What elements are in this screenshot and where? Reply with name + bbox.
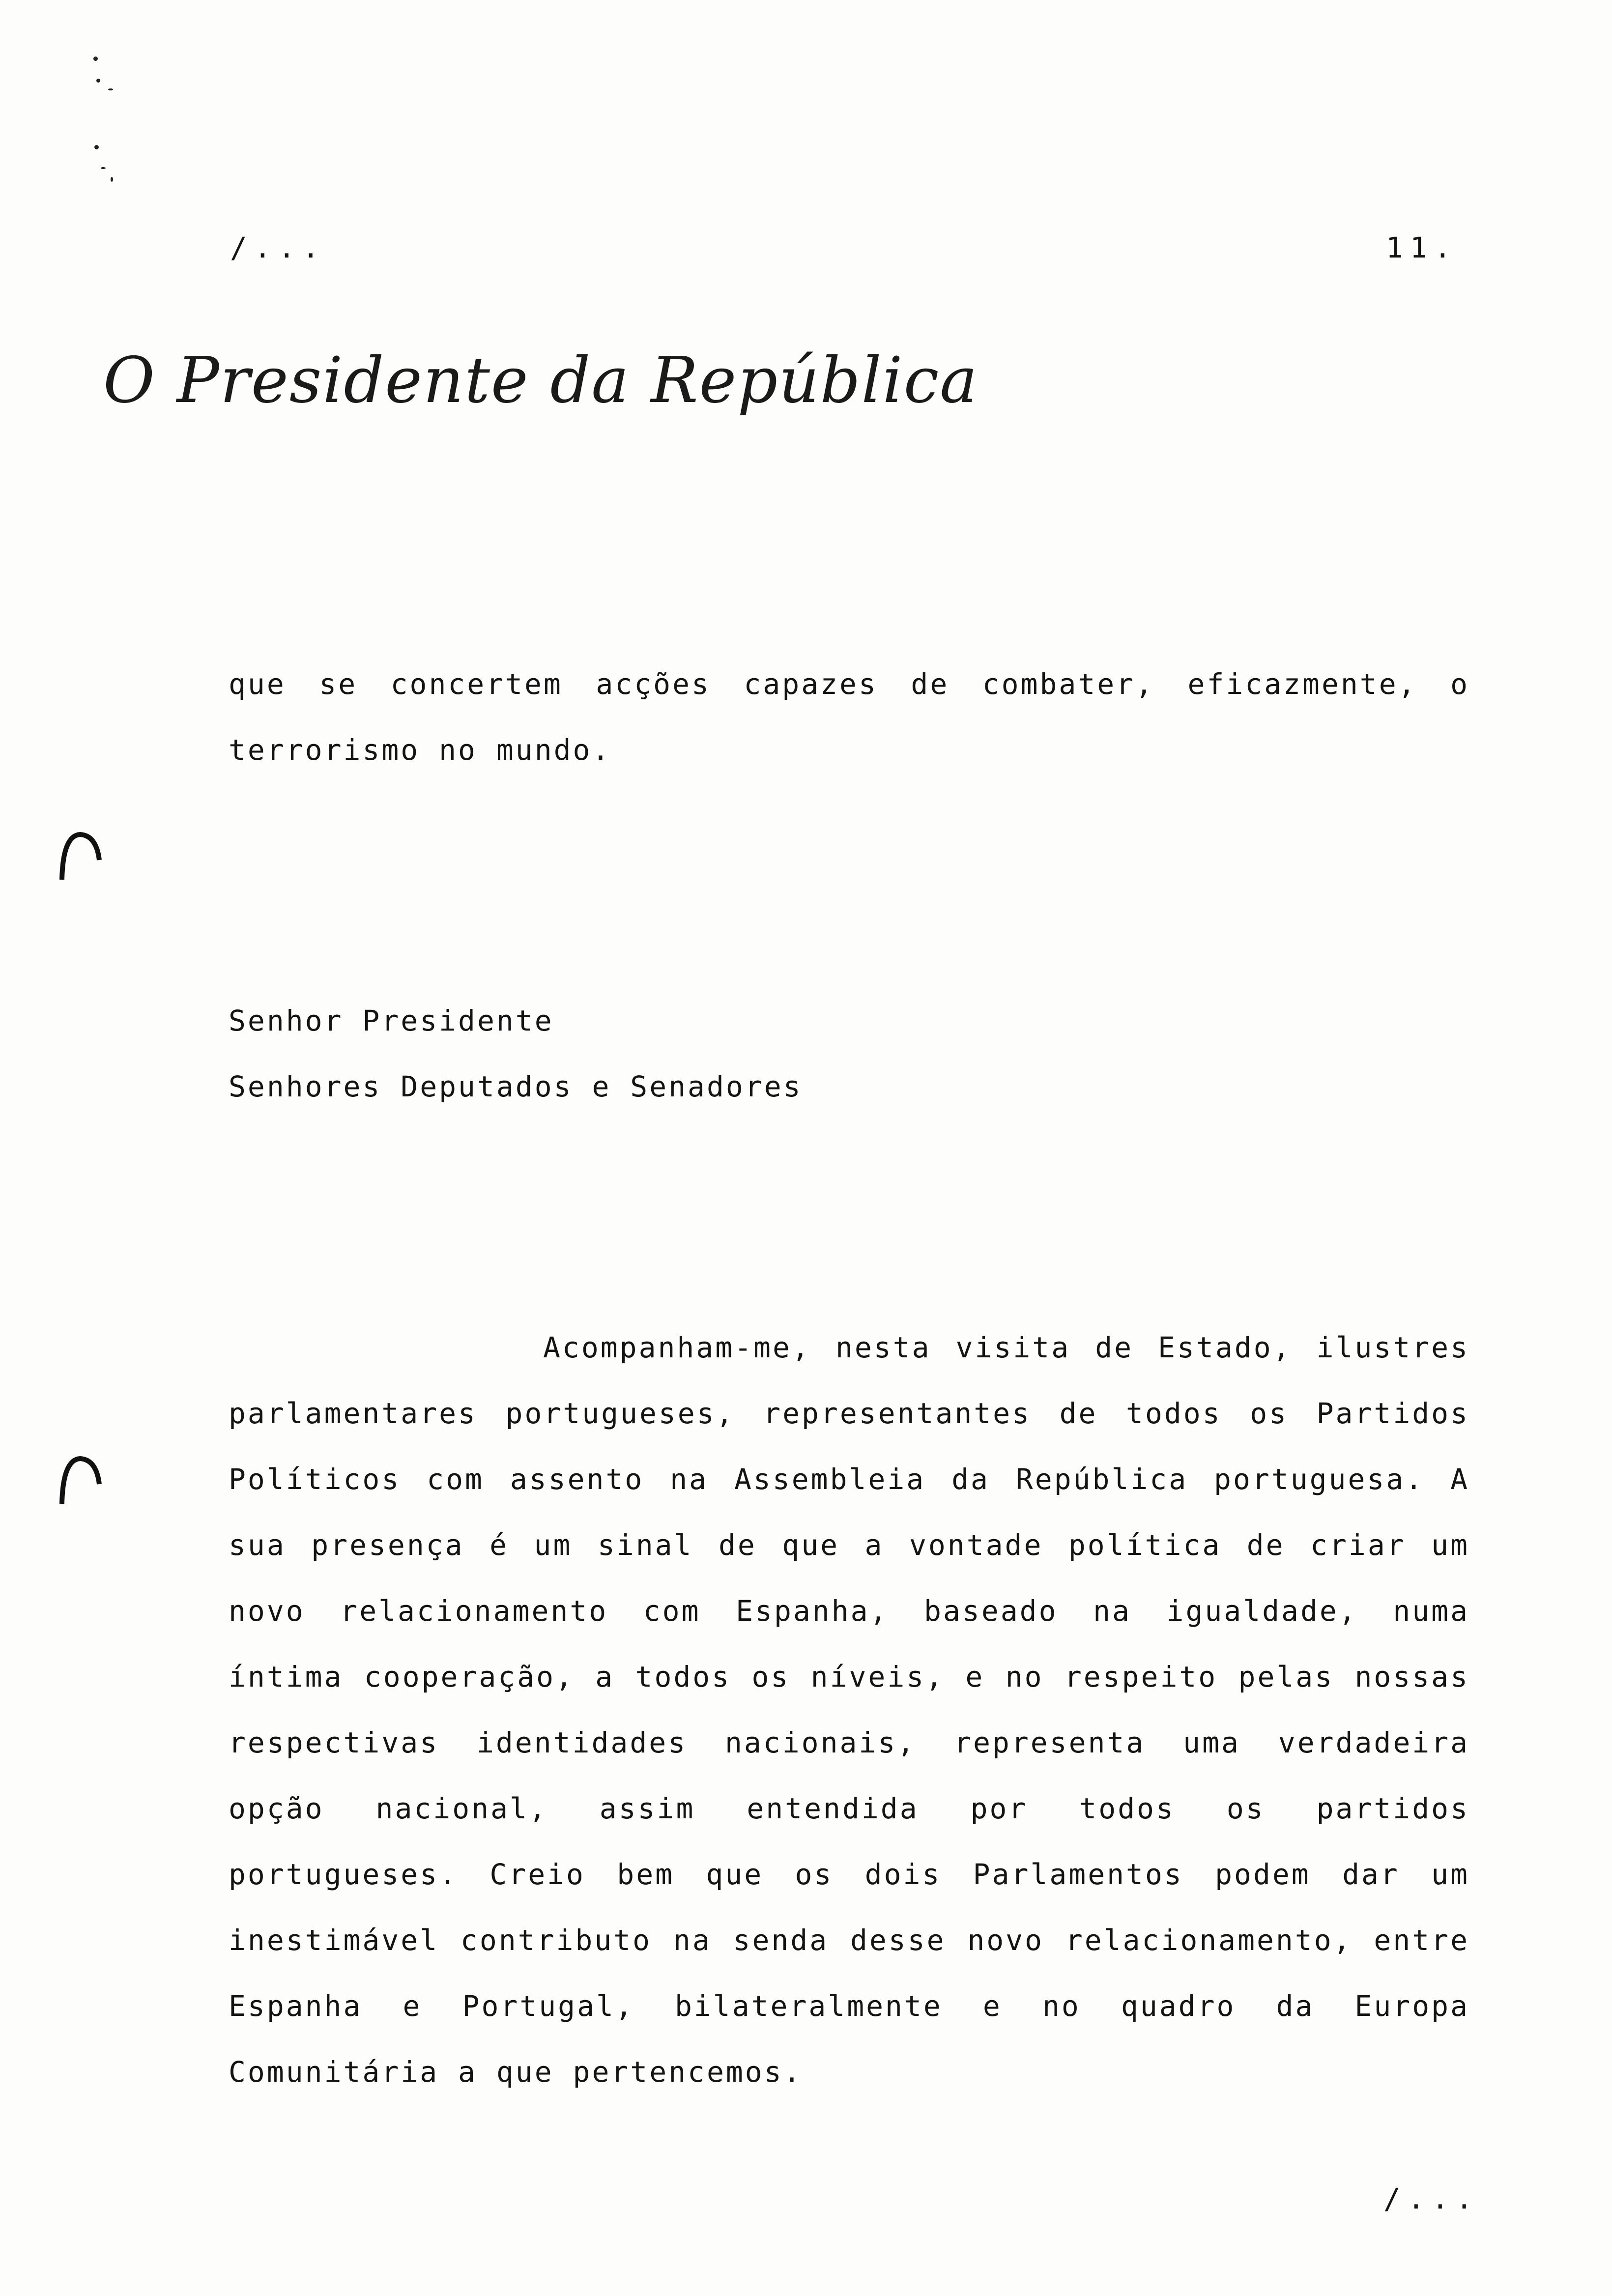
scan-speck — [108, 88, 113, 90]
salutation-line-president: Senhor Presidente — [229, 1004, 554, 1037]
scan-speck — [94, 145, 99, 149]
salutation-line-deputies: Senhores Deputados e Senadores — [229, 1070, 803, 1103]
page-number: 11. — [1386, 231, 1458, 264]
scan-speck — [101, 167, 106, 169]
paragraph-main: Acompanham-me, nesta visita de Estado, ilustres parlamentares portugueses, representantes de todos os Partidos Políticos com assento na Assembleia da República portuguesa. A sua presença é um sinal de que a vontade política de criar um novo relacionamento com Espanha, baseado na igualdade, numa íntima cooperação, a todos os níveis, e no respeito pelas nossas respectivas identidades nacionais, representa uma verdadeira opção nacional, assim entendida por todos os partidos portugueses. Creio bem que os dois Parlamentos podem dar um inestimável contributo na senda desse novo relacionamento, entre Espanha e Portugal, bilateralmente e no quadro da Europa Comunitária a que pertencemos. — [229, 1331, 1469, 2089]
scan-speck — [96, 79, 100, 83]
paragraph-continuation: que se concertem acções capazes de combater, eficazmente, o terrorismo no mundo. — [229, 667, 1469, 767]
header-continuation-mark: /... — [230, 231, 326, 264]
punch-hole-mark — [58, 826, 102, 885]
scan-speck — [93, 57, 98, 61]
salutation — [229, 988, 803, 1119]
scan-speck — [111, 177, 113, 182]
letterhead-title: O Presidente da República — [103, 344, 979, 417]
punch-hole-mark — [58, 1450, 102, 1509]
footer-continuation-mark: /... — [1383, 2182, 1480, 2215]
